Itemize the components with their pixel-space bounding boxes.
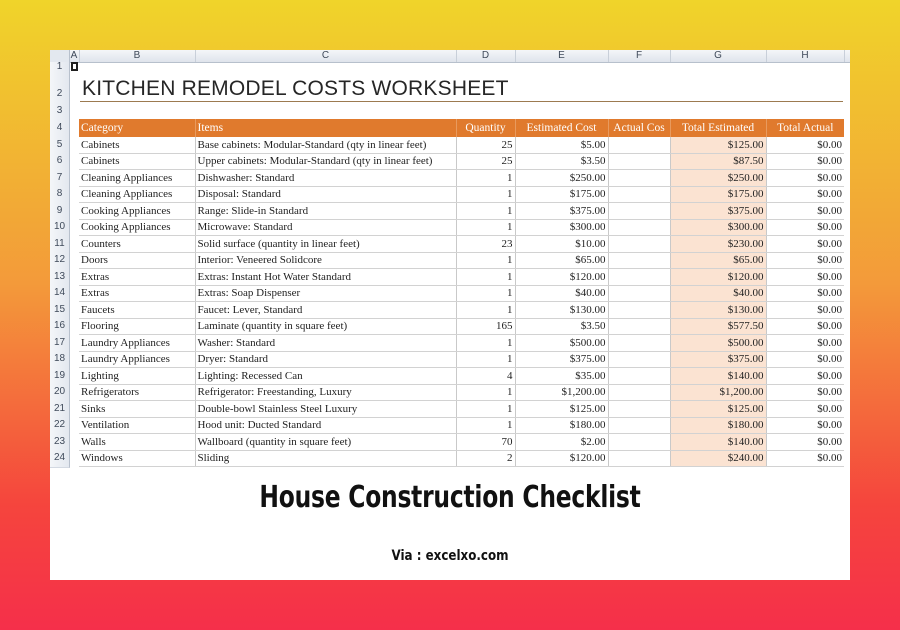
table-cell[interactable]: 1	[456, 401, 515, 418]
table-cell[interactable]: Hood unit: Ducted Standard	[195, 417, 456, 434]
row-header[interactable]: 13	[50, 269, 70, 287]
table-cell[interactable]: 23	[456, 236, 515, 253]
table-row	[79, 450, 844, 467]
title-underline	[80, 101, 843, 102]
table-cell[interactable]: Interior: Veneered Solidcore	[195, 252, 456, 269]
table-cell[interactable]: $140.00	[670, 434, 766, 451]
row-header[interactable]: 20	[50, 384, 70, 402]
column-heading: Quantity	[456, 119, 515, 137]
table-cell[interactable]: $0.00	[766, 252, 844, 269]
row-header[interactable]: 7	[50, 170, 70, 188]
table-cell[interactable]: Microwave: Standard	[195, 219, 456, 236]
table-cell[interactable]: $0.00	[766, 219, 844, 236]
table-cell[interactable]: 2	[456, 450, 515, 467]
table-row	[79, 153, 844, 170]
row-header[interactable]: 3	[50, 103, 70, 120]
table-cell[interactable]: 4	[456, 368, 515, 385]
table-cell[interactable]: $577.50	[670, 318, 766, 335]
table-cell[interactable]	[608, 384, 670, 401]
table-cell[interactable]: 1	[456, 219, 515, 236]
table-cell[interactable]: $125.00	[670, 137, 766, 154]
table-cell[interactable]: $0.00	[766, 170, 844, 187]
table-cell[interactable]: $87.50	[670, 153, 766, 170]
column-header-bar	[50, 50, 850, 63]
column-header-h[interactable]: H	[766, 50, 845, 62]
table-cell[interactable]: Washer: Standard	[195, 335, 456, 352]
table-cell[interactable]: Extras: Instant Hot Water Standard	[195, 269, 456, 286]
active-cell-indicator[interactable]	[71, 62, 78, 71]
table-cell[interactable]: 1	[456, 302, 515, 319]
table-cell[interactable]: $0.00	[766, 450, 844, 467]
table-cell[interactable]: $0.00	[766, 203, 844, 220]
table-cell[interactable]: Laundry Appliances	[79, 335, 195, 352]
table-cell[interactable]: $180.00	[515, 417, 608, 434]
table-cell[interactable]	[608, 302, 670, 319]
table-cell[interactable]: Refrigerator: Freestanding, Luxury	[195, 384, 456, 401]
table-cell[interactable]: $140.00	[670, 368, 766, 385]
table-cell[interactable]: Base cabinets: Modular-Standard (qty in linear feet)	[195, 137, 456, 154]
table-cell[interactable]	[608, 351, 670, 368]
column-header-f[interactable]: F	[608, 50, 671, 62]
table-row	[79, 269, 844, 286]
cost-table	[79, 119, 844, 467]
table-cell[interactable]: $0.00	[766, 417, 844, 434]
table-cell[interactable]: $175.00	[515, 186, 608, 203]
table-cell[interactable]: Refrigerators	[79, 384, 195, 401]
table-cell[interactable]	[608, 252, 670, 269]
table-cell[interactable]: Double-bowl Stainless Steel Luxury	[195, 401, 456, 418]
row-header[interactable]: 24	[50, 450, 70, 468]
table-cell[interactable]: $35.00	[515, 368, 608, 385]
column-header-e[interactable]: E	[515, 50, 609, 62]
table-cell[interactable]: Walls	[79, 434, 195, 451]
table-cell[interactable]: $175.00	[670, 186, 766, 203]
row-header[interactable]: 23	[50, 434, 70, 452]
table-cell[interactable]: Upper cabinets: Modular-Standard (qty in linear feet)	[195, 153, 456, 170]
table-cell[interactable]: Doors	[79, 252, 195, 269]
table-cell[interactable]: $250.00	[515, 170, 608, 187]
table-cell[interactable]: $0.00	[766, 153, 844, 170]
table-row	[79, 417, 844, 434]
table-cell[interactable]	[608, 285, 670, 302]
table-cell[interactable]: 1	[456, 335, 515, 352]
table-cell[interactable]: 165	[456, 318, 515, 335]
row-header[interactable]: 12	[50, 252, 70, 270]
table-cell[interactable]: $0.00	[766, 335, 844, 352]
row-header[interactable]: 9	[50, 203, 70, 221]
table-cell[interactable]: $0.00	[766, 401, 844, 418]
table-cell[interactable]: Cleaning Appliances	[79, 170, 195, 187]
column-header-b[interactable]: B	[79, 50, 196, 62]
table-row	[79, 302, 844, 319]
column-heading: Total Actual	[766, 119, 844, 137]
row-header[interactable]: 8	[50, 186, 70, 204]
row-header[interactable]: 19	[50, 368, 70, 386]
table-cell[interactable]: 25	[456, 153, 515, 170]
table-cell[interactable]: Counters	[79, 236, 195, 253]
table-cell[interactable]: Lighting: Recessed Can	[195, 368, 456, 385]
table-cell[interactable]	[608, 417, 670, 434]
row-header[interactable]: 4	[50, 119, 70, 138]
table-cell[interactable]: $0.00	[766, 236, 844, 253]
table-cell[interactable]: Windows	[79, 450, 195, 467]
table-cell[interactable]: $375.00	[670, 351, 766, 368]
column-heading: Total Estimated	[670, 119, 766, 137]
table-row	[79, 236, 844, 253]
table-cell[interactable]: $130.00	[670, 302, 766, 319]
row-header[interactable]: 11	[50, 236, 70, 254]
table-row	[79, 285, 844, 302]
table-cell[interactable]: $1,200.00	[515, 384, 608, 401]
table-cell[interactable]	[608, 318, 670, 335]
row-header[interactable]: 18	[50, 351, 70, 369]
table-cell[interactable]: 1	[456, 351, 515, 368]
table-cell[interactable]: $40.00	[515, 285, 608, 302]
table-cell[interactable]: $65.00	[670, 252, 766, 269]
column-heading: Actual Cos	[608, 119, 670, 137]
table-cell[interactable]: $0.00	[766, 318, 844, 335]
row-header[interactable]: 22	[50, 417, 70, 435]
table-row	[79, 351, 844, 368]
row-header[interactable]: 2	[50, 72, 70, 104]
table-cell[interactable]: $0.00	[766, 434, 844, 451]
table-cell[interactable]: Extras	[79, 269, 195, 286]
table-cell[interactable]: Faucet: Lever, Standard	[195, 302, 456, 319]
column-heading: Estimated Cost	[515, 119, 608, 137]
table-cell[interactable]	[608, 450, 670, 467]
table-cell[interactable]: $125.00	[670, 401, 766, 418]
row-header[interactable]: 21	[50, 401, 70, 419]
row-header[interactable]: 5	[50, 137, 70, 155]
table-row	[79, 368, 844, 385]
table-cell[interactable]: 1	[456, 417, 515, 434]
table-cell[interactable]: $375.00	[670, 203, 766, 220]
table-row	[79, 335, 844, 352]
table-row	[79, 219, 844, 236]
table-cell[interactable]: 1	[456, 269, 515, 286]
spreadsheet-screenshot	[50, 50, 850, 468]
table-cell[interactable]: $250.00	[670, 170, 766, 187]
table-cell[interactable]: $0.00	[766, 302, 844, 319]
table-cell[interactable]	[608, 153, 670, 170]
table-cell[interactable]: Solid surface (quantity in linear feet)	[195, 236, 456, 253]
column-header-g[interactable]: G	[670, 50, 767, 62]
table-cell[interactable]	[608, 401, 670, 418]
table-cell[interactable]: $120.00	[515, 450, 608, 467]
table-cell[interactable]: $120.00	[515, 269, 608, 286]
table-cell[interactable]: 1	[456, 384, 515, 401]
table-cell[interactable]: Disposal: Standard	[195, 186, 456, 203]
table-cell[interactable]: 70	[456, 434, 515, 451]
table-cell[interactable]: $0.00	[766, 384, 844, 401]
table-row	[79, 137, 844, 154]
table-cell[interactable]: $0.00	[766, 351, 844, 368]
table-cell[interactable]	[608, 335, 670, 352]
table-cell[interactable]: $120.00	[670, 269, 766, 286]
column-header-a[interactable]: A	[69, 50, 80, 62]
table-header-row	[79, 119, 844, 137]
column-header-d[interactable]: D	[456, 50, 516, 62]
table-cell[interactable]: Dryer: Standard	[195, 351, 456, 368]
table-cell[interactable]: 1	[456, 252, 515, 269]
table-cell[interactable]	[608, 137, 670, 154]
table-cell[interactable]	[608, 434, 670, 451]
table-cell[interactable]: Laundry Appliances	[79, 351, 195, 368]
table-cell[interactable]: Cooking Appliances	[79, 203, 195, 220]
table-cell[interactable]: Faucets	[79, 302, 195, 319]
table-cell[interactable]: $0.00	[766, 186, 844, 203]
row-header[interactable]: 6	[50, 153, 70, 171]
caption-source: Via : excelxo.com	[391, 548, 509, 564]
table-cell[interactable]: $40.00	[670, 285, 766, 302]
table-cell[interactable]	[608, 368, 670, 385]
table-cell[interactable]: Extras	[79, 285, 195, 302]
column-heading: Category	[79, 119, 195, 137]
table-cell[interactable]: $5.00	[515, 137, 608, 154]
table-cell[interactable]: Cabinets	[79, 153, 195, 170]
table-cell[interactable]: $300.00	[670, 219, 766, 236]
row-header[interactable]: 14	[50, 285, 70, 303]
table-cell[interactable]: Cleaning Appliances	[79, 186, 195, 203]
table-row	[79, 384, 844, 401]
table-cell[interactable]	[608, 186, 670, 203]
table-cell[interactable]	[608, 236, 670, 253]
table-cell[interactable]: Sliding	[195, 450, 456, 467]
table-cell[interactable]: 1	[456, 203, 515, 220]
table-row	[79, 401, 844, 418]
table-row	[79, 252, 844, 269]
table-cell[interactable]: $240.00	[670, 450, 766, 467]
table-cell[interactable]: $500.00	[670, 335, 766, 352]
row-header[interactable]: 17	[50, 335, 70, 353]
table-cell[interactable]: $500.00	[515, 335, 608, 352]
table-cell[interactable]: 1	[456, 285, 515, 302]
table-cell[interactable]: $2.00	[515, 434, 608, 451]
table-row	[79, 434, 844, 451]
row-header[interactable]: 10	[50, 219, 70, 237]
table-cell[interactable]: Wallboard (quantity in square feet)	[195, 434, 456, 451]
table-cell[interactable]: $125.00	[515, 401, 608, 418]
table-cell[interactable]: $0.00	[766, 285, 844, 302]
worksheet-title: KITCHEN REMODEL COSTS WORKSHEET	[82, 77, 509, 100]
row-header[interactable]: 15	[50, 302, 70, 320]
table-cell[interactable]: $230.00	[670, 236, 766, 253]
table-cell[interactable]: $130.00	[515, 302, 608, 319]
table-row	[79, 186, 844, 203]
table-cell[interactable]: $1,200.00	[670, 384, 766, 401]
table-row	[79, 170, 844, 187]
table-cell[interactable]: Dishwasher: Standard	[195, 170, 456, 187]
image-card	[50, 50, 850, 580]
table-cell[interactable]: $300.00	[515, 219, 608, 236]
table-cell[interactable]: Range: Slide-in Standard	[195, 203, 456, 220]
row-header[interactable]: 16	[50, 318, 70, 336]
table-cell[interactable]: Lighting	[79, 368, 195, 385]
table-cell[interactable]: Laminate (quantity in square feet)	[195, 318, 456, 335]
table-cell[interactable]: $180.00	[670, 417, 766, 434]
table-row	[79, 318, 844, 335]
table-cell[interactable]: $3.50	[515, 318, 608, 335]
table-cell[interactable]: Ventilation	[79, 417, 195, 434]
column-heading: Items	[195, 119, 456, 137]
table-cell[interactable]	[608, 219, 670, 236]
table-cell[interactable]: Cabinets	[79, 137, 195, 154]
table-cell[interactable]: Cooking Appliances	[79, 219, 195, 236]
caption-title: House Construction Checklist	[259, 480, 641, 515]
table-cell[interactable]	[608, 269, 670, 286]
table-cell[interactable]: $0.00	[766, 368, 844, 385]
table-cell[interactable]: 1	[456, 186, 515, 203]
table-cell[interactable]: Flooring	[79, 318, 195, 335]
table-cell[interactable]: $0.00	[766, 269, 844, 286]
table-cell[interactable]: 1	[456, 170, 515, 187]
table-row	[79, 203, 844, 220]
table-cell[interactable]: Extras: Soap Dispenser	[195, 285, 456, 302]
table-cell[interactable]	[608, 170, 670, 187]
table-cell[interactable]: $375.00	[515, 203, 608, 220]
table-cell[interactable]: $375.00	[515, 351, 608, 368]
column-header-c[interactable]: C	[195, 50, 457, 62]
table-cell[interactable]: $65.00	[515, 252, 608, 269]
table-cell[interactable]: Sinks	[79, 401, 195, 418]
table-cell[interactable]: $3.50	[515, 153, 608, 170]
table-cell[interactable]: 25	[456, 137, 515, 154]
table-cell[interactable]	[608, 203, 670, 220]
table-cell[interactable]: $0.00	[766, 137, 844, 154]
table-cell[interactable]: $10.00	[515, 236, 608, 253]
row-header[interactable]: 1	[50, 62, 70, 73]
